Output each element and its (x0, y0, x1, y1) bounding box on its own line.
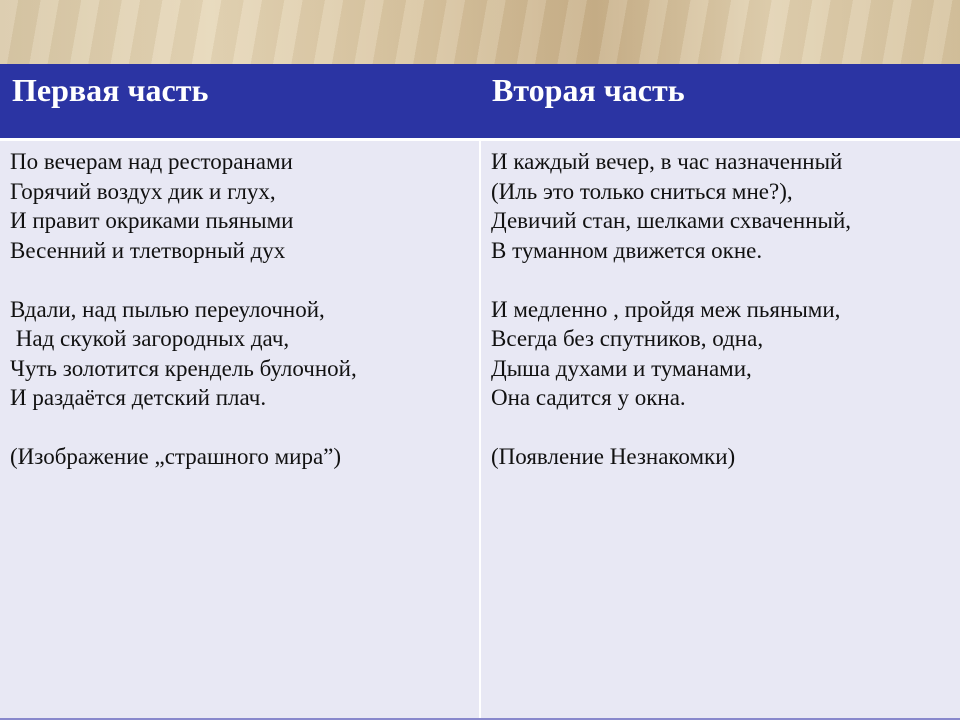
poem-line: Она садится у окна. (491, 385, 686, 410)
column-header-first-part: Первая часть (0, 64, 480, 140)
poem-line: Весенний и тлетворный дух (10, 237, 286, 263)
poem-line: Горячий воздух дик и глух, (10, 178, 276, 204)
poem-line: Чуть золотится крендель булочной, (10, 355, 357, 381)
stanza-2 (10, 295, 469, 413)
first-part-cell (0, 140, 480, 720)
poem-line: (Иль это только сниться мне?), (491, 178, 793, 204)
stanza-1 (491, 147, 950, 265)
banner-texture (0, 0, 960, 64)
poem-line: В туманном движется окне. (491, 237, 763, 263)
decorative-banner-image (0, 0, 960, 64)
comparison-table-wrapper (0, 64, 960, 720)
poem-line: Над скукой загородных дач, (10, 326, 290, 351)
table-row (0, 140, 960, 720)
column-header-second-part: Вторая часть (480, 64, 960, 140)
poem-line: Всегда без спутников, одна, (491, 326, 764, 351)
stanza-2 (491, 295, 950, 413)
second-part-note: (Появление Незнакомки) (491, 444, 736, 469)
poem-line: И каждый вечер, в час назначенный (491, 149, 843, 174)
poem-line: Девичий стан, шелками схваченный, (491, 208, 852, 233)
poem-line: По вечерам над ресторанами (10, 149, 293, 174)
stanza-1 (10, 147, 469, 265)
poem-line: И правит окриками пьяными (10, 208, 294, 233)
poem-line: Дыша духами и туманами, (491, 355, 752, 381)
poem-line: Вдали, над пылью переулочной, (10, 296, 325, 322)
table-header-row (0, 64, 960, 140)
poem-line: И раздаётся детский плач. (10, 385, 267, 410)
comparison-table (0, 64, 960, 720)
first-part-note: (Изображение „страшного мира”) (10, 444, 342, 469)
poem-line: И медленно , пройдя меж пьяными, (491, 296, 841, 322)
second-part-cell (480, 140, 960, 720)
